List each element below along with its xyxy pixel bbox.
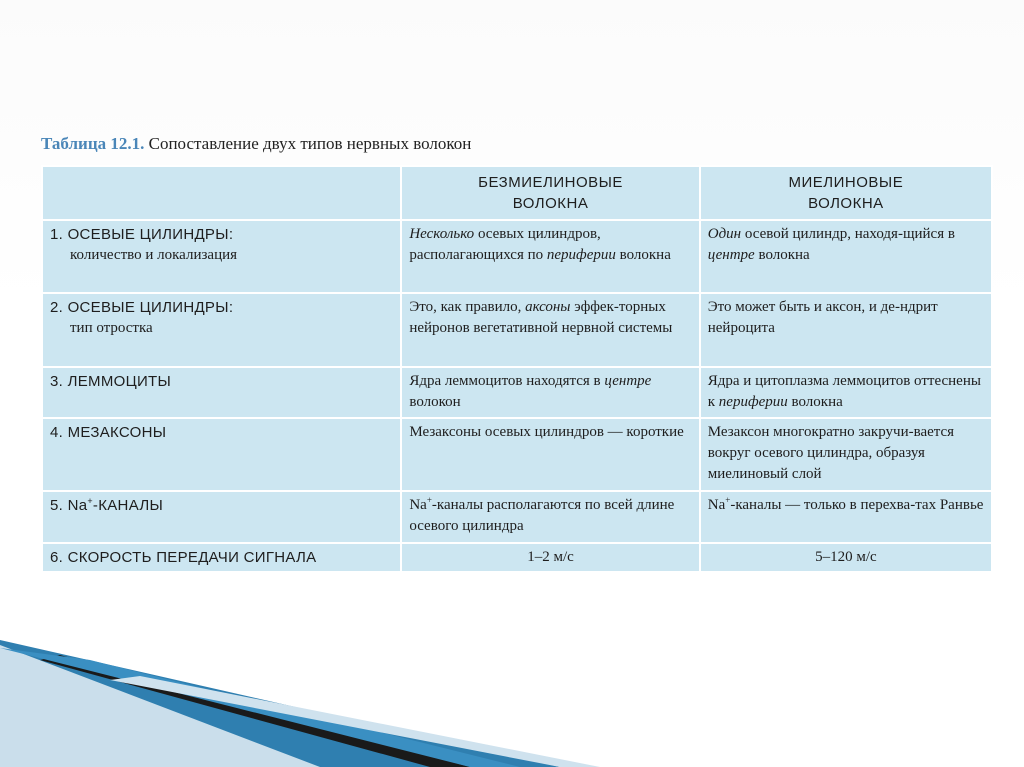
cell-text: Это может быть и аксон, и де-ндрит нейроцита <box>707 299 938 336</box>
row-subtitle: количество и локализация <box>70 247 238 263</box>
cell-sup: + <box>426 495 432 505</box>
caption-text: Сопоставление двух типов нервных волокон <box>148 134 472 153</box>
cell-italic: Несколько <box>409 226 475 242</box>
cell-na: Na <box>707 497 726 513</box>
row-title-pre: 5. Na <box>50 497 88 514</box>
caption-label: Таблица 12.1. <box>41 134 145 153</box>
cell-text: волокон <box>409 394 461 410</box>
row-subtitle: тип отростка <box>70 320 153 336</box>
cell-text: волокна <box>615 247 671 263</box>
cell-na: Na <box>409 497 427 513</box>
row-title-sup: + <box>87 496 93 506</box>
cell-text: -каналы располагаются по всей длине осевого цилиндра <box>409 497 675 534</box>
cell-text: осевых цилиндров, располагающихся по <box>409 226 601 263</box>
cell-text: -каналы — только в перехва-тах Ранвье <box>730 497 984 513</box>
cell-text: Это, как правило, <box>409 299 526 315</box>
cell-text: 1–2 м/с <box>527 549 574 565</box>
cell-text: Ядра леммоцитов находятся в <box>409 373 605 389</box>
cell-italic: центре <box>604 373 652 389</box>
cell-text: Ядра и цитоплазма леммоцитов оттеснены к <box>707 373 981 410</box>
header-unmyelinated-line2: ВОЛОКНА <box>512 195 589 212</box>
row-title: 2. ОСЕВЫЕ ЦИЛИНДРЫ: <box>50 299 234 316</box>
cell-text: эффек-торных нейронов вегетативной нервной системы <box>409 299 673 336</box>
cell-italic: аксоны <box>525 299 571 315</box>
cell-text: Мезаксоны осевых цилиндров — короткие <box>409 424 684 440</box>
cell-italic: центре <box>707 247 755 263</box>
row-title: 3. ЛЕММОЦИТЫ <box>50 373 172 390</box>
cell-text: осевой цилиндр, находя-щийся в <box>741 226 955 242</box>
row-title: 4. МЕЗАКСОНЫ <box>50 424 167 441</box>
row-title: 1. ОСЕВЫЕ ЦИЛИНДРЫ: <box>50 226 234 243</box>
header-myelinated-line2: ВОЛОКНА <box>808 195 884 212</box>
cell-sup: + <box>725 495 731 505</box>
row-title-post: -КАНАЛЫ <box>92 497 164 514</box>
cell-text: волокна <box>754 247 810 263</box>
cell-italic: периферии <box>718 394 788 410</box>
cell-text: волокна <box>787 394 843 410</box>
header-unmyelinated-line1: БЕЗМИЕЛИНОВЫЕ <box>478 174 623 191</box>
cell-text: 5–120 м/с <box>815 549 877 565</box>
cell-italic: Один <box>707 226 742 242</box>
cell-italic: периферии <box>546 247 616 263</box>
header-myelinated-line1: МИЕЛИНОВЫЕ <box>788 174 904 191</box>
row-title: 6. СКОРОСТЬ ПЕРЕДАЧИ СИГНАЛА <box>50 549 317 566</box>
cell-text: Мезаксон многократно закручи-вается вокруг осевого цилиндра, образуя миелиновый слой <box>707 424 955 482</box>
